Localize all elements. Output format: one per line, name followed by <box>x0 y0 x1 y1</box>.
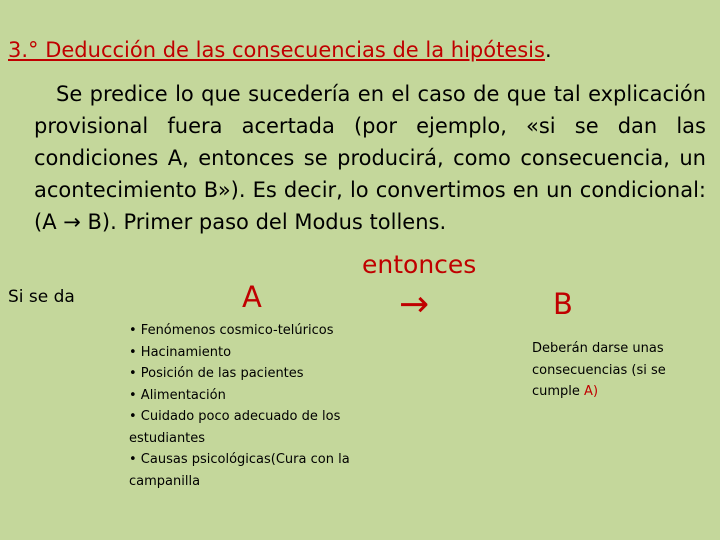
list-item: • Causas psicológicas(Cura con la campanilla <box>129 452 350 489</box>
section-heading <box>8 38 552 62</box>
consequent-label: B <box>553 287 573 321</box>
list-item: • Posición de las pacientes <box>129 366 304 381</box>
list-item: • Fenómenos cosmico-telúricos <box>129 323 334 338</box>
heading-period: . <box>544 38 552 62</box>
connector-label: entonces <box>362 250 477 279</box>
antecedent-list <box>129 320 381 492</box>
consequent-highlight: A) <box>584 384 599 399</box>
antecedent-label: A <box>242 280 262 314</box>
consequent-text: Deberán darse unas consecuencias (si se cumple <box>532 341 666 399</box>
list-item: • Hacinamiento <box>129 344 232 360</box>
condition-prefix: Si se da <box>8 287 75 307</box>
explanation-paragraph: Se predice lo que sucedería en el caso de que tal explicación provisional fuera acertada (por ejemplo, «si se dan las condiciones A, entonces se producirá, como consecuencia, un acontecimiento B»). Es decir, lo convertimos en un condicional: (A → B). Primer paso del Modus tollens. <box>34 82 706 234</box>
list-item: • Alimentación <box>129 387 226 403</box>
consequent-description <box>532 338 672 403</box>
implication-arrow-icon: → <box>399 284 430 325</box>
list-item: • Cuidado poco adecuado de los estudiantes <box>129 409 341 446</box>
heading-text: 3.° Deducción de las consecuencias de la hipótesis <box>8 38 545 62</box>
